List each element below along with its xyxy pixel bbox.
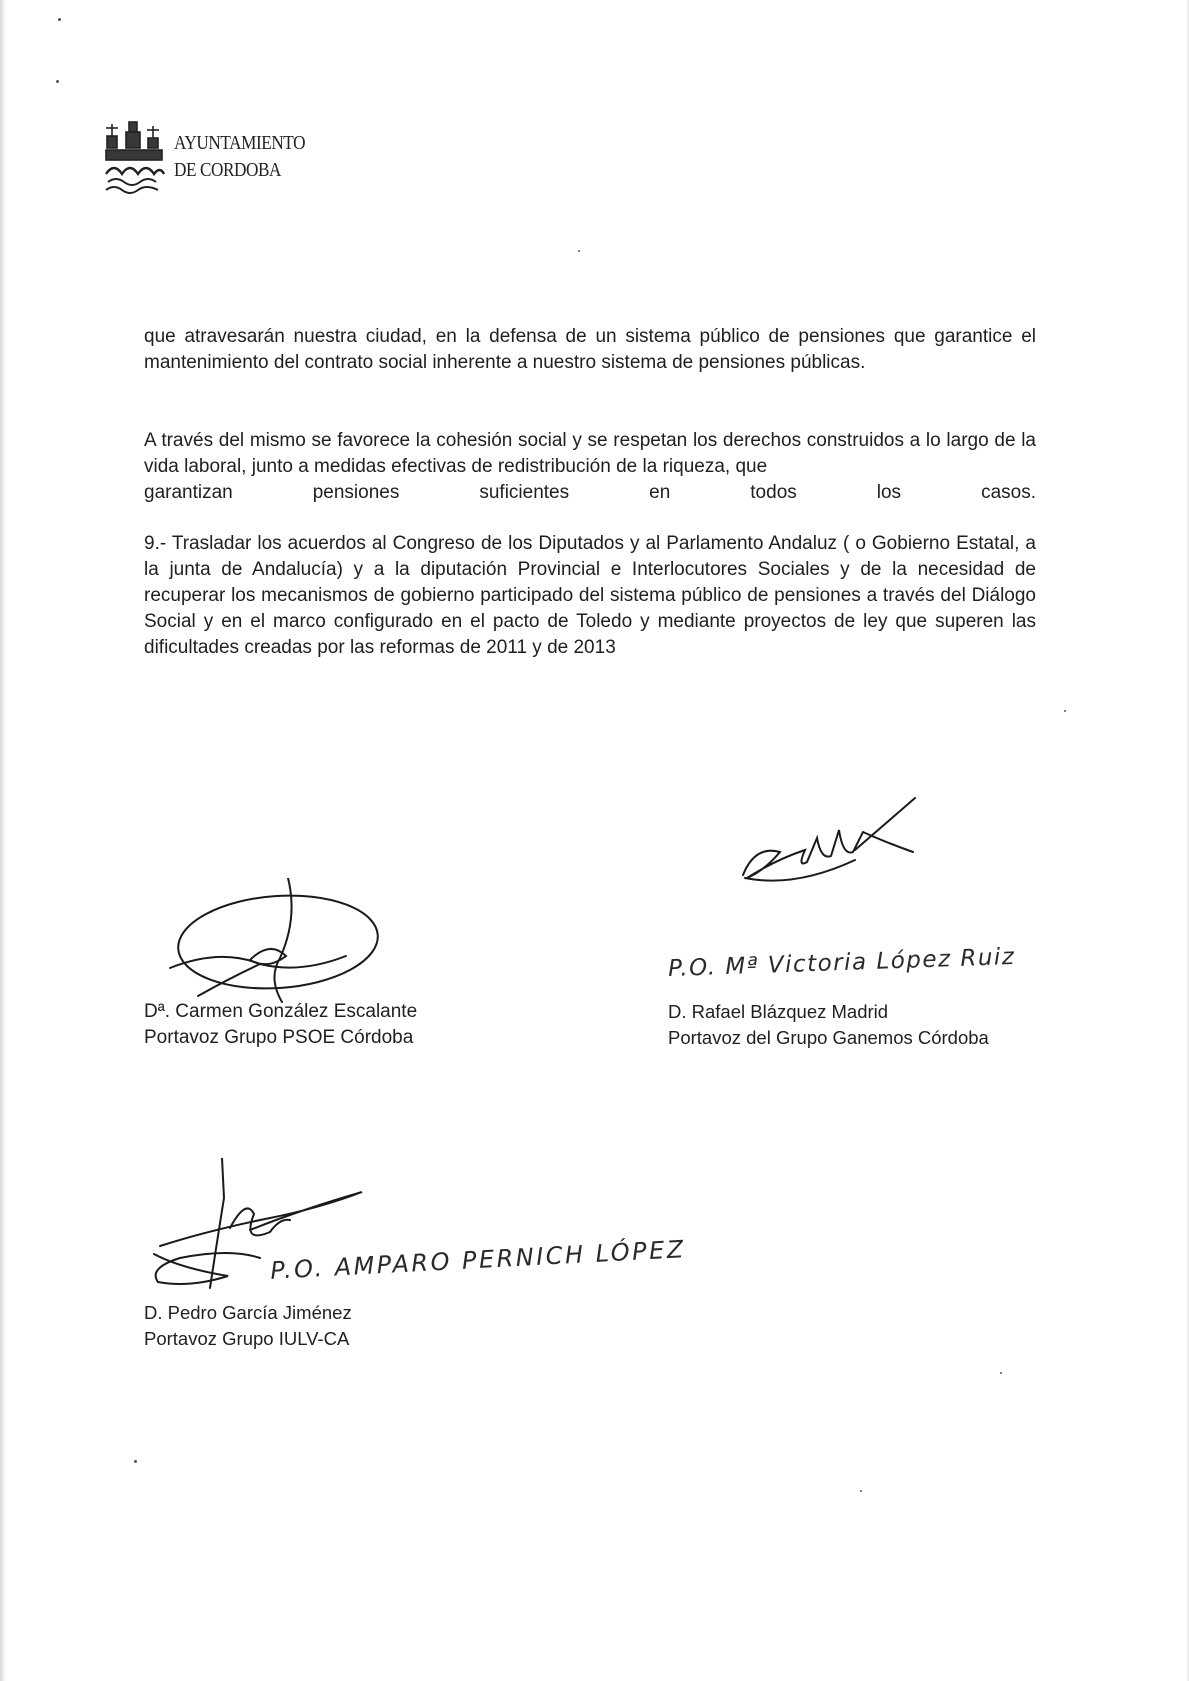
paragraph-agreement-9: 9.- Trasladar los acuerdos al Congreso de los Diputados y al Parlamento Andaluz ( o Gobierno Estatal, a la junta de Andalucía) y a la diputación Provincial e Interlocutores Sociales y de la necesidad de recuperar los mecanismos de gobierno participado del sistema público de pensiones a través del Diálogo Social y en el marco configurado en el pacto de Toledo y mediante proyectos de ley que superen las dificultades creadas por las reformas de 2011 y de 2013: [144, 533, 1036, 658]
scan-speck: [860, 1490, 862, 1492]
word: pensiones: [312, 482, 400, 503]
scan-speck: [58, 18, 61, 21]
cordoba-coat-of-arms-icon: [104, 118, 170, 198]
scan-edge-left: [0, 0, 6, 1681]
signatory-rafael: [668, 999, 989, 1051]
paragraph-pensions-defense: que atravesarán nuestra ciudad, en la defensa de un sistema público de pensiones que garantice el mantenimiento del contrato social inherente a nuestro sistema de pensiones públicas.: [144, 326, 1036, 373]
signatory-role: Portavoz Grupo PSOE Córdoba: [144, 1027, 414, 1048]
signatory-role: Portavoz Grupo IULV-CA: [144, 1328, 350, 1349]
handwritten-note-pedro: P.O. AMPARO PERNICH LÓPEZ: [269, 1235, 687, 1285]
word: suficientes: [479, 482, 570, 503]
scan-speck: [1000, 1372, 1002, 1374]
logo-line-2: DE CORDOBA: [174, 159, 282, 181]
signatory-carmen: [144, 999, 417, 1051]
word: en: [649, 482, 671, 503]
signature-rafael-scrawl: [735, 790, 925, 900]
header-logo: [104, 118, 304, 202]
signatory-role: Portavoz del Grupo Ganemos Córdoba: [668, 1027, 989, 1048]
word: todos: [750, 482, 797, 503]
scan-speck: [1064, 710, 1066, 712]
word: los: [876, 482, 902, 503]
scan-speck: [134, 1460, 137, 1463]
scan-speck: [56, 80, 59, 83]
signatory-name: D. Pedro García Jiménez: [144, 1302, 352, 1323]
signature-carmen-scrawl: [150, 878, 390, 1018]
handwritten-note-rafael: P.O. Mª Victoria López Ruiz: [667, 943, 1016, 983]
logo-wordmark: [174, 130, 305, 184]
signatory-pedro: [144, 1300, 352, 1352]
word: garantizan: [144, 482, 233, 503]
paragraph-social-cohesion-text: A través del mismo se favorece la cohesión social y se respetan los derechos construidos a lo largo de la vida laboral, junto a medidas efectivas de redistribución de la riqueza, que: [144, 430, 1036, 477]
paragraph-social-cohesion-last-line: [144, 480, 1036, 506]
signatory-name: D. Rafael Blázquez Madrid: [668, 1001, 889, 1022]
signatory-name: Dª. Carmen González Escalante: [144, 1001, 418, 1022]
word: casos.: [981, 482, 1036, 503]
scan-speck: [578, 250, 580, 252]
logo-line-1: AYUNTAMIENTO: [174, 132, 306, 154]
paragraph-social-cohesion: [144, 428, 1036, 506]
